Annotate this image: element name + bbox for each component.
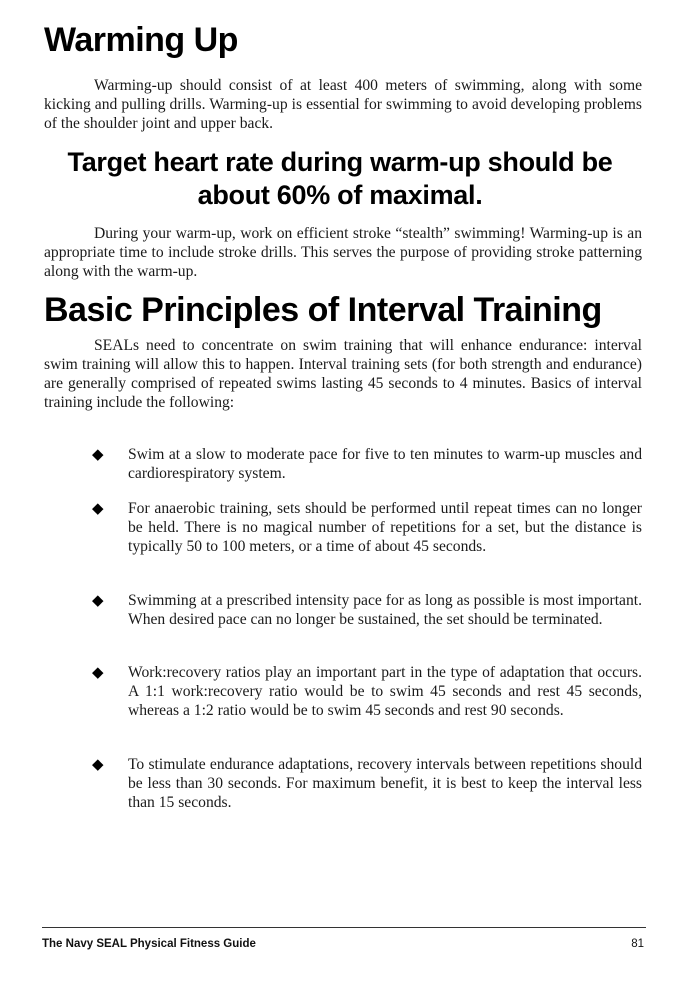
list-item-text: Swimming at a prescribed intensity pace for as long as possible is most important. When desired pace can no longer be sustained, the set should be terminated.	[128, 592, 642, 628]
diamond-bullet-icon: ◆	[92, 755, 104, 773]
list-item-text: For anaerobic training, sets should be performed until repeat times can no longer be held. There is no magical number of repetitions for a set, but the distance is typically 50 to 100 meters, or a time of about 45 seconds.	[128, 500, 642, 555]
list-item	[92, 591, 644, 629]
warmup-paragraph: Warming-up should consist of at least 400 meters of swimming, along with some kicking and pulling drills. Warming-up is essential for swimming to avoid developing problems of the shoulder joint and upper back.	[44, 77, 642, 132]
list-item	[92, 499, 644, 556]
page-number: 81	[631, 938, 644, 950]
diamond-bullet-icon: ◆	[92, 445, 104, 463]
warmup-paragraph-2: During your warm-up, work on efficient stroke “stealth” swimming! Warming-up is an appropriate time to include stroke drills. This serves the purpose of providing stroke patterning along with the warm-up.	[44, 225, 642, 280]
list-item	[92, 663, 644, 720]
list-item	[92, 755, 644, 812]
list-item-text: Swim at a slow to moderate pace for five to ten minutes to warm-up muscles and cardiorespiratory system.	[128, 446, 642, 482]
footer-divider	[42, 927, 646, 928]
heading-interval-training: Basic Principles of Interval Training	[44, 291, 602, 329]
diamond-bullet-icon: ◆	[92, 499, 104, 517]
list-item-text: Work:recovery ratios play an important part in the type of adaptation that occurs. A 1:1 work:recovery ratio would be to swim 45 seconds and rest 45 seconds, whereas a 1:2 ratio would be to swim 45 seconds and rest 90 seconds.	[128, 664, 642, 719]
diamond-bullet-icon: ◆	[92, 663, 104, 681]
list-item-text: To stimulate endurance adaptations, recovery intervals between repetitions should be less than 30 seconds. For maximum benefit, it is best to keep the interval less than 15 seconds.	[128, 756, 642, 811]
heart-rate-callout: Target heart rate during warm-up should be about 60% of maximal.	[67, 147, 613, 210]
diamond-bullet-icon: ◆	[92, 591, 104, 609]
interval-intro-paragraph: SEALs need to concentrate on swim training that will enhance endurance: interval swim training will allow this to happen. Interval training sets (for both strength and endurance) are generally comprised of repeated swims lasting 45 seconds to 4 minutes. Basics of interval training include the following:	[44, 337, 642, 411]
heading-warming-up: Warming Up	[44, 21, 238, 59]
footer-book-title: The Navy SEAL Physical Fitness Guide	[42, 938, 256, 950]
list-item	[92, 445, 644, 483]
